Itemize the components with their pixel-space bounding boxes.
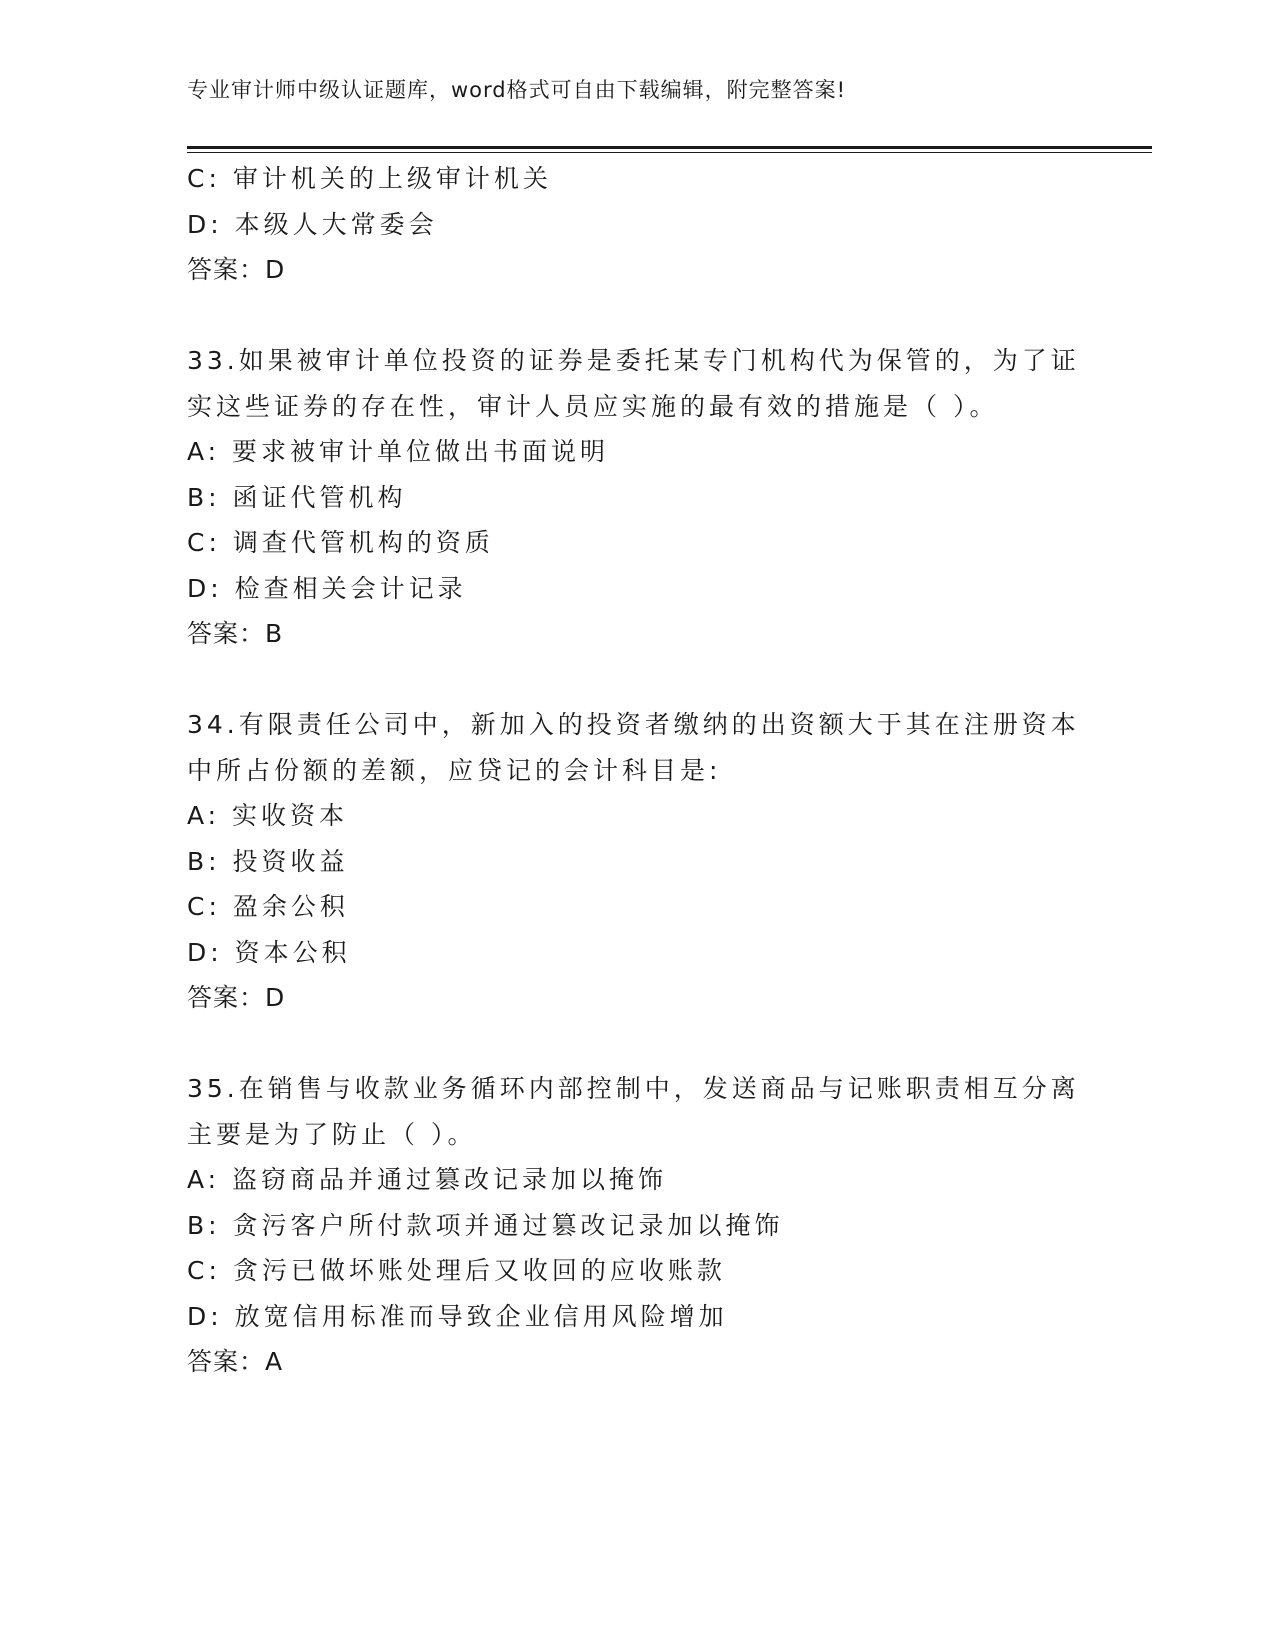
option-d: D: 放宽信用标准而导致企业信用风险增加 xyxy=(187,1301,728,1331)
question-stem: 35.在销售与收款业务循环内部控制中，发送商品与记账职责相互分离 xyxy=(187,1074,1080,1103)
option-c: C: 贪污已做坏账处理后又收回的应收账款 xyxy=(187,1256,726,1285)
question-stem: 中所占份额的差额，应贷记的会计科目是: xyxy=(187,755,722,785)
option-d: D: 资本公积 xyxy=(187,937,351,967)
option-c: C: 调查代管机构的资质 xyxy=(187,528,494,557)
question-stem: 33.如果被审计单位投资的证券是委托某专门机构代为保管的，为了证 xyxy=(187,346,1080,375)
spacer xyxy=(187,293,1087,339)
option-c: C: 盈余公积 xyxy=(187,892,349,921)
answer: 答案：A xyxy=(187,1347,284,1376)
spacer xyxy=(187,1021,1087,1067)
option-d: D: 检查相关会计记录 xyxy=(187,573,467,603)
question-stem: 主要是为了防止（ ）。 xyxy=(187,1119,477,1149)
answer: 答案：D xyxy=(187,983,286,1012)
option-c: C: 审计机关的上级审计机关 xyxy=(187,164,552,193)
header-rule-thick xyxy=(187,146,1152,149)
option-d: D: 本级人大常委会 xyxy=(187,209,438,239)
question-content xyxy=(187,156,1087,1385)
option-b: B: 贪污客户所付款项并通过篡改记录加以掩饰 xyxy=(187,1210,784,1240)
question-35 xyxy=(187,1066,1087,1385)
question-33 xyxy=(187,338,1087,657)
answer: 答案：B xyxy=(187,619,284,648)
spacer xyxy=(187,657,1087,703)
option-b: B: 函证代管机构 xyxy=(187,482,407,512)
question-stem: 34.有限责任公司中，新加入的投资者缴纳的出资额大于其在注册资本 xyxy=(187,710,1080,739)
option-b: B: 投资收益 xyxy=(187,846,349,876)
answer: 答案：D xyxy=(187,255,286,284)
page-header: 专业审计师中级认证题库，word格式可自由下载编辑，附完整答案! xyxy=(187,78,847,102)
previous-question-tail xyxy=(187,156,1087,293)
question-stem: 实这些证券的存在性，审计人员应实施的最有效的措施是（ ）。 xyxy=(187,391,999,421)
header-rule-thin xyxy=(187,152,1152,153)
question-34 xyxy=(187,702,1087,1021)
option-a: A: 盗窃商品并通过篡改记录加以掩饰 xyxy=(187,1165,668,1194)
option-a: A: 要求被审计单位做出书面说明 xyxy=(187,437,610,466)
option-a: A: 实收资本 xyxy=(187,801,349,830)
